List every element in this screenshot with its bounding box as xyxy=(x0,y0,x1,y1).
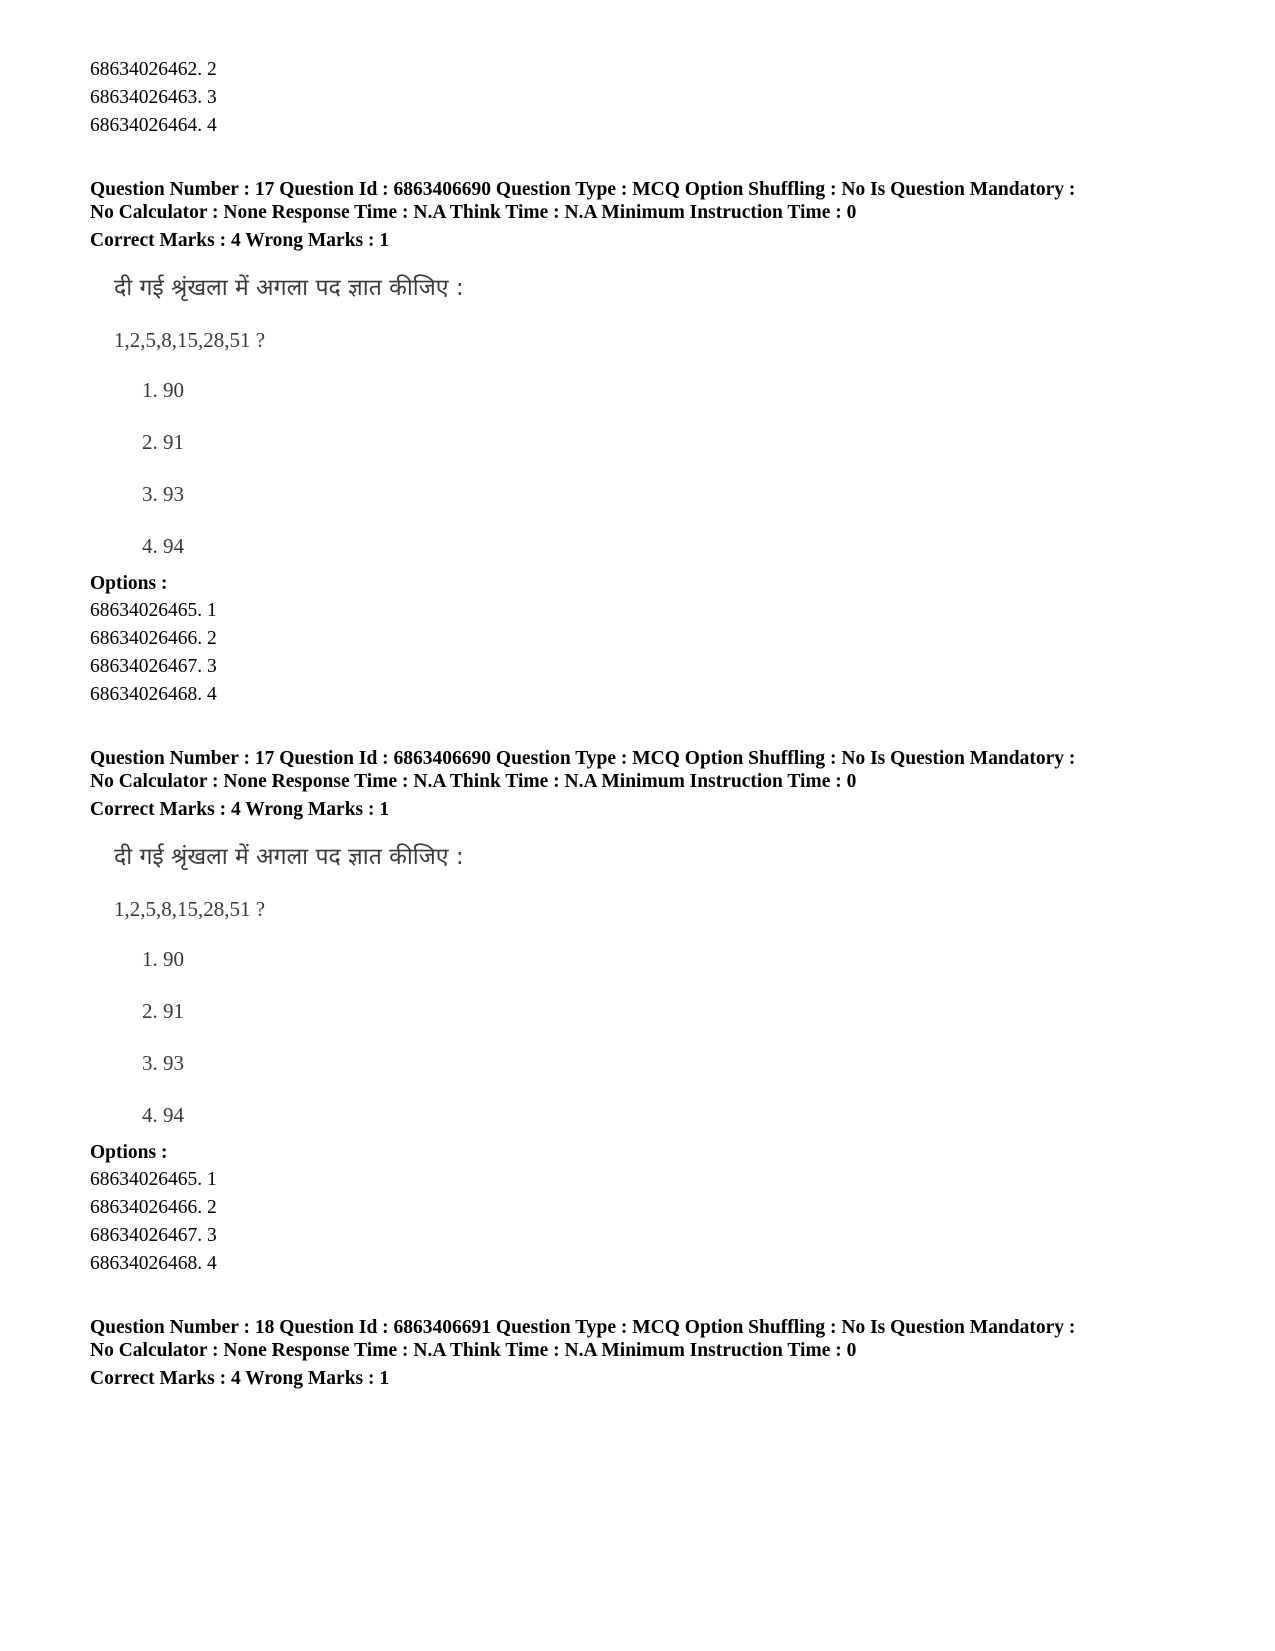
answer-choice: 4. 94 xyxy=(142,1103,184,1127)
option-line: 68634026462. 2 xyxy=(90,59,217,80)
option-line: 68634026467. 3 xyxy=(90,656,217,677)
question-prompt: दी गई श्रृंखला में अगला पद ज्ञात कीजिए : xyxy=(114,844,464,870)
option-line: 68634026464. 4 xyxy=(90,115,217,136)
question-header xyxy=(90,1316,1190,1391)
question-series: 1,2,5,8,15,28,51 ? xyxy=(114,897,266,921)
question-meta-line-2: No Calculator : None Response Time : N.A Think Time : N.A Minimum Instruction Time : 0 xyxy=(90,771,857,792)
question-block xyxy=(90,747,1190,1278)
question-meta-line-2: No Calculator : None Response Time : N.A Think Time : N.A Minimum Instruction Time : 0 xyxy=(90,1340,857,1361)
answer-choice: 3. 93 xyxy=(142,482,184,506)
question-body xyxy=(90,273,1190,559)
option-line: 68634026466. 2 xyxy=(90,1197,217,1218)
previous-options-list xyxy=(90,56,1190,140)
option-line: 68634026467. 3 xyxy=(90,1225,217,1246)
answer-choice: 1. 90 xyxy=(142,947,184,971)
answer-choice: 4. 94 xyxy=(142,534,184,558)
option-line: 68634026463. 3 xyxy=(90,87,217,108)
question-prompt: दी गई श्रृंखला में अगला पद ज्ञात कीजिए : xyxy=(114,275,464,301)
answer-choice: 3. 93 xyxy=(142,1051,184,1075)
document-page xyxy=(90,56,1190,1429)
question-meta-line-1: Question Number : 18 Question Id : 6863406691 Question Type : MCQ Option Shuffling : No Is Question Mandatory : xyxy=(90,1317,1076,1338)
option-line: 68634026465. 1 xyxy=(90,600,217,621)
question-marks: Correct Marks : 4 Wrong Marks : 1 xyxy=(90,230,390,251)
option-line: 68634026465. 1 xyxy=(90,1169,217,1190)
question-meta-line-1: Question Number : 17 Question Id : 6863406690 Question Type : MCQ Option Shuffling : No Is Question Mandatory : xyxy=(90,748,1076,769)
option-line: 68634026468. 4 xyxy=(90,684,217,705)
question-marks: Correct Marks : 4 Wrong Marks : 1 xyxy=(90,799,390,820)
question-body xyxy=(90,842,1190,1128)
question-series: 1,2,5,8,15,28,51 ? xyxy=(114,328,266,352)
options-label: Options : xyxy=(90,573,168,594)
question-header xyxy=(90,747,1190,822)
question-header xyxy=(90,178,1190,253)
question-block xyxy=(90,1316,1190,1391)
question-block xyxy=(90,178,1190,709)
option-line: 68634026468. 4 xyxy=(90,1253,217,1274)
answer-choice: 2. 91 xyxy=(142,999,184,1023)
question-marks: Correct Marks : 4 Wrong Marks : 1 xyxy=(90,1368,390,1389)
question-meta-line-1: Question Number : 17 Question Id : 6863406690 Question Type : MCQ Option Shuffling : No Is Question Mandatory : xyxy=(90,179,1076,200)
options-label: Options : xyxy=(90,1142,168,1163)
answer-choice: 1. 90 xyxy=(142,378,184,402)
option-line: 68634026466. 2 xyxy=(90,628,217,649)
answer-choice: 2. 91 xyxy=(142,430,184,454)
question-meta-line-2: No Calculator : None Response Time : N.A Think Time : N.A Minimum Instruction Time : 0 xyxy=(90,202,857,223)
